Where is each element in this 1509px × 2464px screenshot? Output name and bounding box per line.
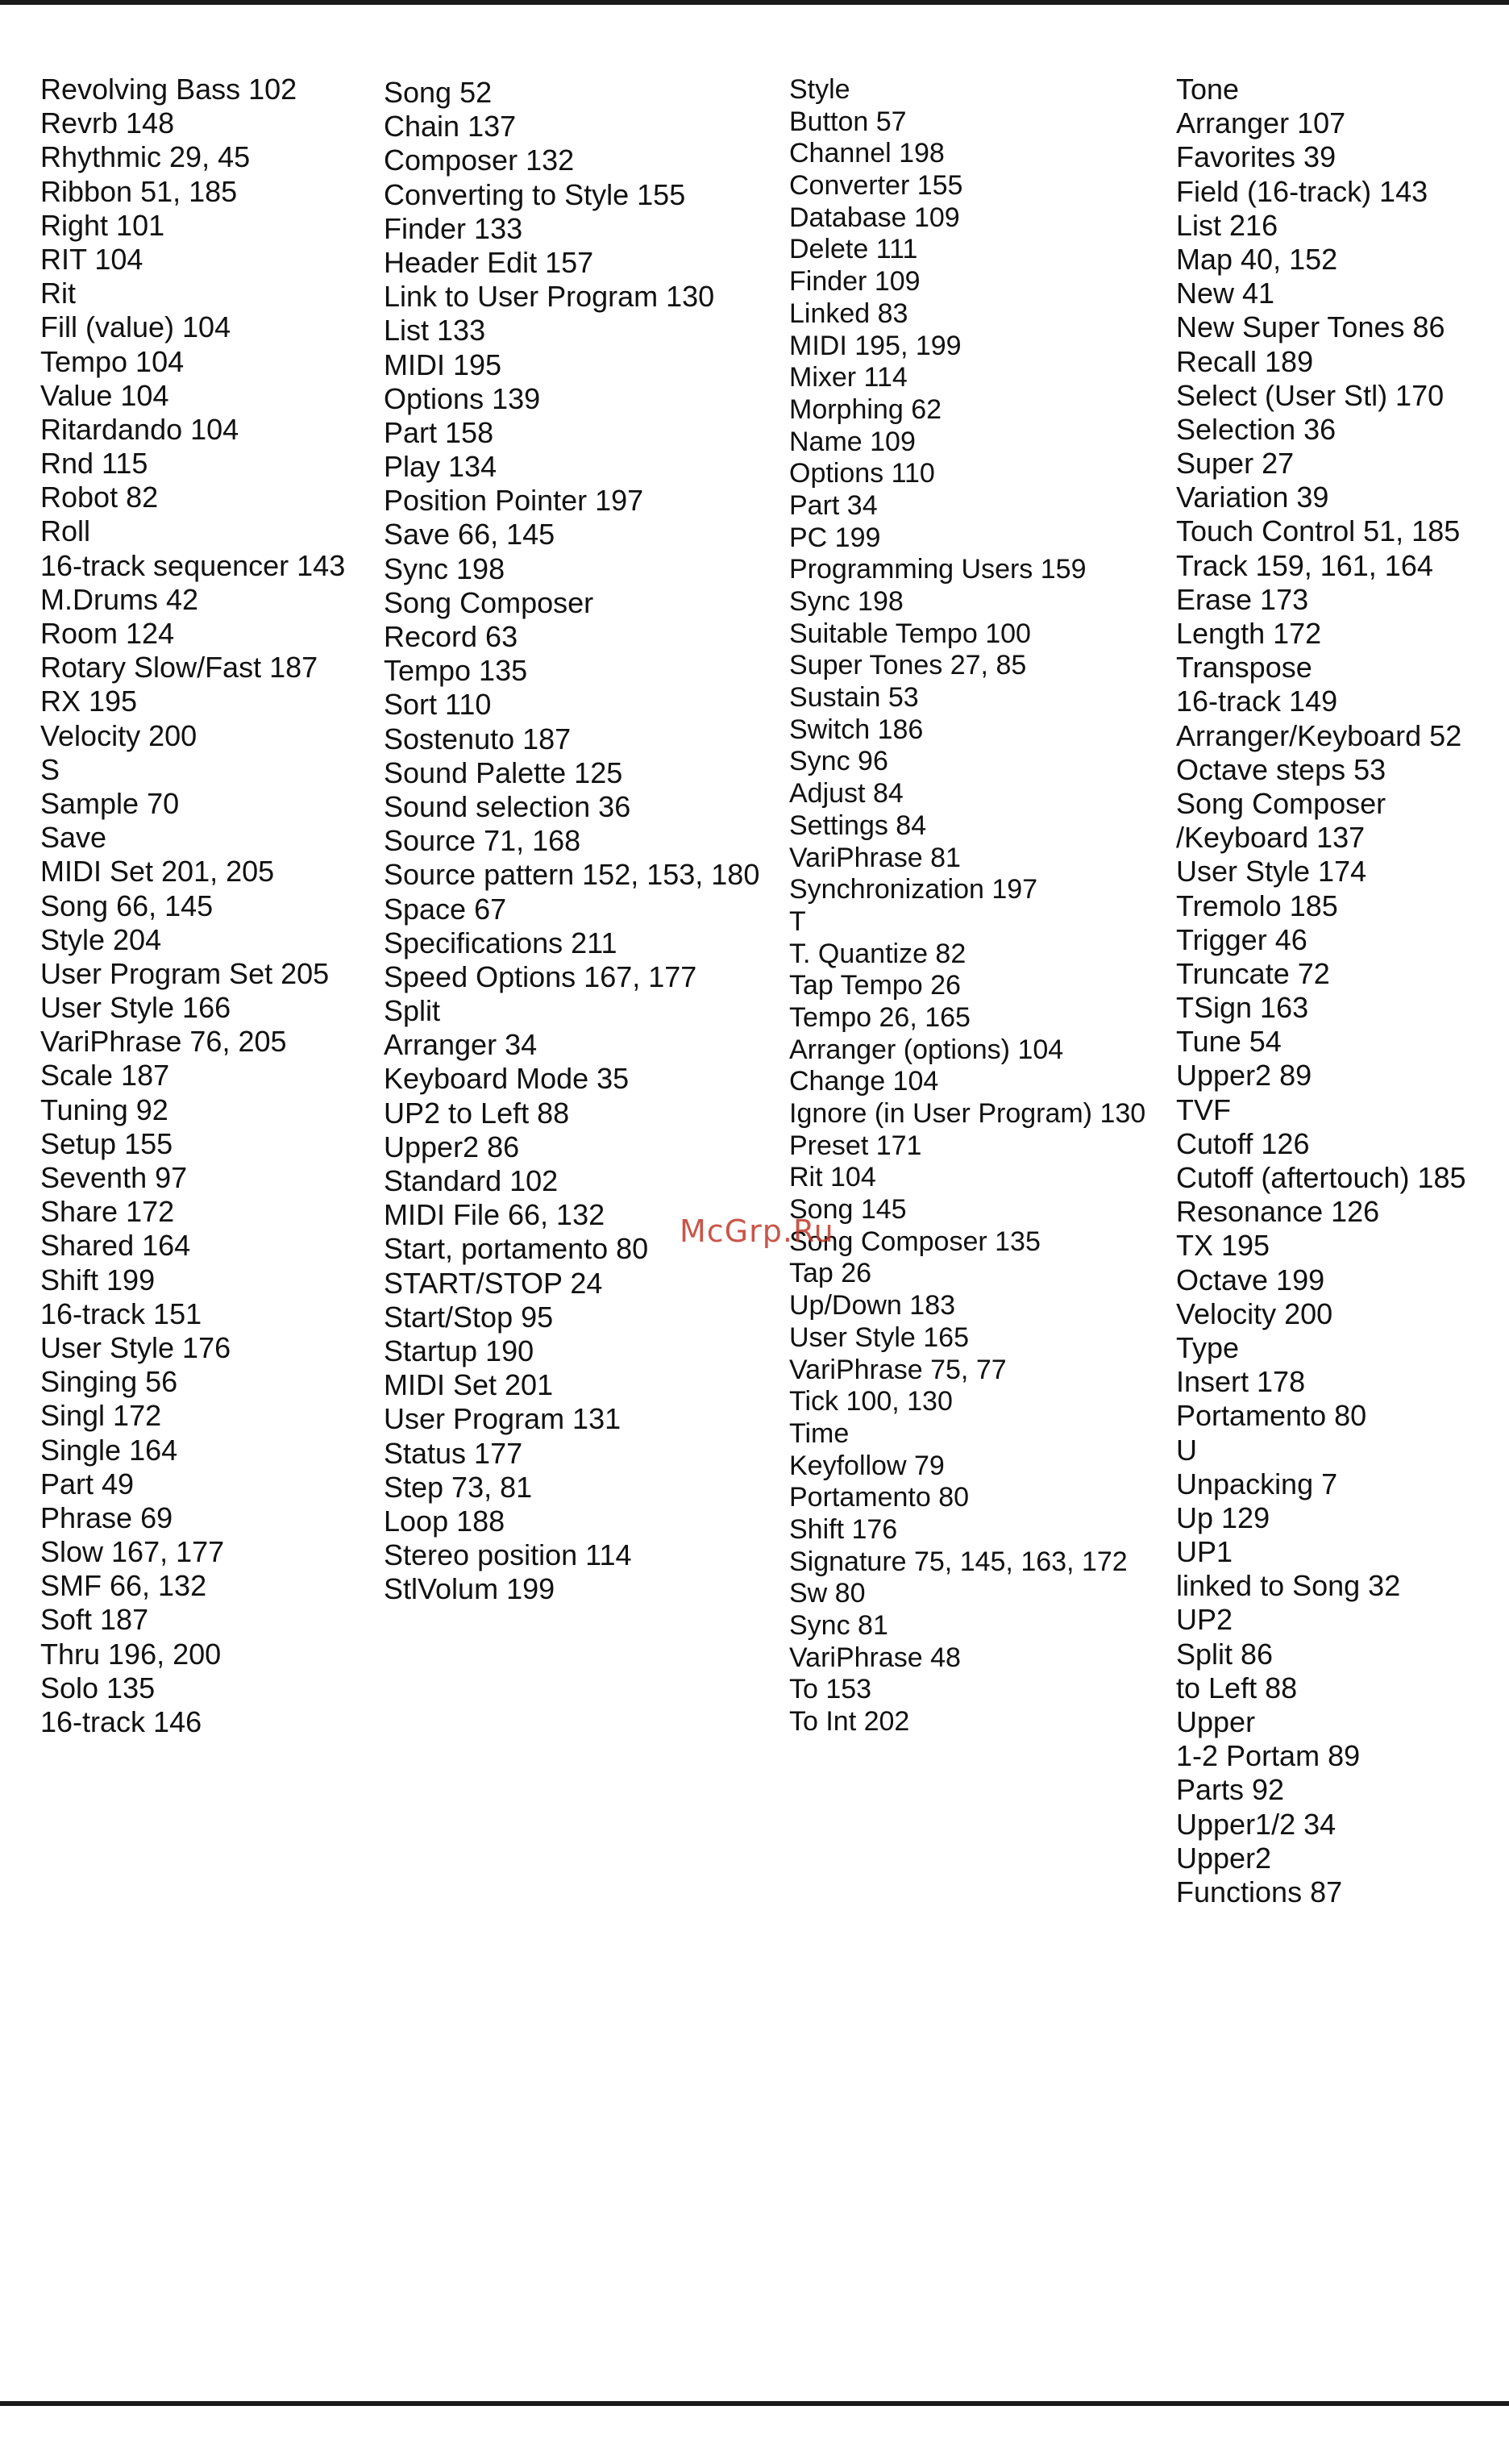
watermark-text: McGrp.Ru <box>680 1213 834 1249</box>
index-entry: VariPhrase 81 <box>789 842 961 873</box>
index-entry: Status 177 <box>384 1436 523 1470</box>
index-entry: Arranger (options) 104 <box>789 1034 1064 1065</box>
index-entry: Song Composer 135 <box>789 1226 1041 1257</box>
index-entry: S <box>40 752 60 786</box>
index-entry: Soft 187 <box>40 1603 149 1637</box>
index-entry: Resonance 126 <box>1176 1195 1380 1229</box>
index-entry: Sustain 53 <box>789 682 919 714</box>
index-entry: Split <box>384 994 441 1028</box>
index-entry: Tempo 135 <box>384 654 528 688</box>
index-entry: Variation 39 <box>1176 481 1329 514</box>
index-entry: User Style 165 <box>789 1321 969 1353</box>
index-entry: Sync 81 <box>789 1610 888 1641</box>
index-entry: MIDI File 66, 132 <box>384 1198 605 1232</box>
index-entry: Tick 100, 130 <box>789 1386 953 1417</box>
index-entry: 16-track 149 <box>1176 685 1338 718</box>
index-entry: Shared 164 <box>40 1229 191 1263</box>
index-entry: Suitable Tempo 100 <box>789 618 1031 649</box>
index-entry: Super 27 <box>1176 447 1295 481</box>
index-column-2 <box>384 76 759 1606</box>
index-entry: UP2 <box>1176 1603 1233 1637</box>
index-entry: RX 195 <box>40 685 138 718</box>
index-entry: Selection 36 <box>1176 412 1336 446</box>
index-entry: Singl 172 <box>40 1399 162 1433</box>
index-entry: Style <box>789 74 850 105</box>
index-entry: List 216 <box>1176 208 1278 242</box>
index-entry: Tempo 26, 165 <box>789 1001 971 1033</box>
index-entry: TX 195 <box>1176 1229 1270 1263</box>
index-entry: Song 145 <box>789 1194 907 1226</box>
index-entry: New 41 <box>1176 277 1275 310</box>
index-entry: Erase 173 <box>1176 582 1309 616</box>
index-entry: Arranger 107 <box>1176 106 1346 140</box>
index-entry: Song Composer <box>384 585 594 619</box>
index-entry: User Style 176 <box>40 1330 231 1364</box>
index-entry: User Style 166 <box>40 991 231 1025</box>
index-entry: Fill (value) 104 <box>40 310 231 344</box>
index-entry: Right 101 <box>40 208 165 242</box>
index-entry: Functions 87 <box>1176 1875 1343 1908</box>
index-entry: Tap Tempo 26 <box>789 970 961 1001</box>
index-entry: Octave 199 <box>1176 1263 1325 1297</box>
index-entry: Song 52 <box>384 76 493 109</box>
index-entry: Position Pointer 197 <box>384 484 644 518</box>
index-entry: Sw 80 <box>789 1578 866 1609</box>
index-entry: RIT 104 <box>40 242 143 276</box>
index-entry: Specifications 211 <box>384 926 617 959</box>
index-entry: Robot 82 <box>40 481 159 514</box>
index-entry: Stereo position 114 <box>384 1538 632 1572</box>
index-entry: Source 71, 168 <box>384 824 581 858</box>
index-entry: Channel 198 <box>789 138 945 169</box>
index-entry: Single 164 <box>40 1433 178 1467</box>
index-entry: Upper2 89 <box>1176 1059 1312 1093</box>
index-entry: Style 204 <box>40 922 162 956</box>
index-entry: To 153 <box>789 1674 872 1705</box>
index-entry: Upper2 86 <box>384 1130 520 1163</box>
index-entry: User Style 174 <box>1176 855 1367 889</box>
index-entry: Rnd 115 <box>40 447 148 481</box>
index-entry: MIDI 195 <box>384 348 502 381</box>
index-entry: Change 104 <box>789 1066 939 1097</box>
index-entry: UP1 <box>1176 1535 1233 1569</box>
index-entry: Shift 199 <box>40 1263 156 1297</box>
index-entry: Preset 171 <box>789 1130 922 1161</box>
index-entry: Signature 75, 145, 163, 172 <box>789 1546 1128 1577</box>
index-entry: Select (User Stl) 170 <box>1176 378 1445 412</box>
index-entry: Up/Down 183 <box>789 1290 956 1321</box>
index-entry: Ribbon 51, 185 <box>40 174 238 208</box>
index-entry: StlVolum 199 <box>384 1572 555 1606</box>
index-entry: Options 139 <box>384 381 541 415</box>
index-entry: Insert 178 <box>1176 1365 1306 1399</box>
index-entry: Trigger 46 <box>1176 922 1307 956</box>
index-entry: Revolving Bass 102 <box>40 73 297 106</box>
index-entry: Velocity 200 <box>1176 1297 1333 1330</box>
index-entry: PC 199 <box>789 522 881 553</box>
index-entry: Tune 54 <box>1176 1025 1282 1059</box>
index-entry: Revrb 148 <box>40 106 175 140</box>
index-entry: Song 66, 145 <box>40 889 214 922</box>
index-entry: VariPhrase 76, 205 <box>40 1025 287 1059</box>
index-entry: T. Quantize 82 <box>789 938 967 969</box>
index-entry: 16-track 151 <box>40 1297 202 1330</box>
top-rule <box>0 0 1509 5</box>
index-entry: MIDI Set 201, 205 <box>40 855 275 889</box>
index-entry: Recall 189 <box>1176 344 1314 378</box>
index-entry: Database 109 <box>789 202 960 233</box>
index-entry: Roll <box>40 514 91 548</box>
index-entry: Sync 96 <box>789 746 888 777</box>
index-entry: Portamento 80 <box>789 1482 970 1513</box>
index-entry: Field (16-track) 143 <box>1176 174 1428 208</box>
index-entry: Length 172 <box>1176 617 1322 650</box>
index-entry: Chain 137 <box>384 110 517 144</box>
index-entry: Setup 155 <box>40 1126 173 1160</box>
index-entry: VariPhrase 75, 77 <box>789 1354 1007 1385</box>
index-entry: Step 73, 81 <box>384 1470 533 1504</box>
index-entry: /Keyboard 137 <box>1176 821 1366 855</box>
index-entry: Sample 70 <box>40 786 180 820</box>
index-entry: Save <box>40 821 107 855</box>
index-column-4 <box>1176 73 1466 1909</box>
index-entry: Converter 155 <box>789 170 963 202</box>
index-entry: Unpacking 7 <box>1176 1467 1338 1500</box>
index-entry: Standard 102 <box>384 1164 559 1197</box>
index-entry: Options 110 <box>789 458 935 489</box>
index-entry: Singing 56 <box>40 1365 178 1399</box>
index-entry: Rhythmic 29, 45 <box>40 140 251 174</box>
index-entry: Programming Users 159 <box>789 554 1087 585</box>
index-entry: Sort 110 <box>384 688 492 722</box>
index-entry: Composer 132 <box>384 144 575 177</box>
index-entry: Split 86 <box>1176 1637 1274 1671</box>
index-entry: Delete 111 <box>789 234 918 265</box>
index-entry: Name 109 <box>789 426 916 457</box>
index-entry: Start/Stop 95 <box>384 1300 554 1334</box>
index-entry: Tone <box>1176 73 1240 106</box>
index-entry: VariPhrase 48 <box>789 1642 961 1673</box>
index-entry: Part 158 <box>384 415 494 449</box>
index-entry: Morphing 62 <box>789 393 942 425</box>
index-entry: Rit 104 <box>789 1162 876 1193</box>
index-column-3 <box>789 74 1145 1738</box>
index-entry: Mixer 114 <box>789 362 908 393</box>
index-entry: Tap 26 <box>789 1258 872 1289</box>
index-entry: Cutoff 126 <box>1176 1126 1310 1160</box>
index-entry: 1-2 Portam 89 <box>1176 1739 1361 1773</box>
index-entry: Finder 133 <box>384 211 523 245</box>
index-entry: Loop 188 <box>384 1504 505 1538</box>
index-entry: Parts 92 <box>1176 1773 1285 1807</box>
index-entry: to Left 88 <box>1176 1671 1298 1704</box>
index-entry: List 133 <box>384 314 486 348</box>
index-entry: Tuning 92 <box>40 1093 168 1126</box>
index-entry: TVF <box>1176 1093 1231 1126</box>
index-entry: Favorites 39 <box>1176 140 1336 174</box>
index-entry: Upper1/2 34 <box>1176 1807 1336 1841</box>
index-entry: Cutoff (aftertouch) 185 <box>1176 1161 1466 1194</box>
index-entry: Touch Control 51, 185 <box>1176 514 1461 548</box>
index-entry: Solo 135 <box>40 1671 156 1704</box>
index-entry: Source pattern 152, 153, 180 <box>384 858 760 892</box>
index-entry: Phrase 69 <box>40 1500 173 1534</box>
index-entry: Arranger 34 <box>384 1028 538 1062</box>
index-entry: Link to User Program 130 <box>384 280 715 314</box>
index-entry: T <box>789 905 806 937</box>
index-entry: 16-track sequencer 143 <box>40 548 346 582</box>
index-entry: Track 159, 161, 164 <box>1176 548 1433 582</box>
index-entry: Rotary Slow/Fast 187 <box>40 651 318 685</box>
index-entry: TSign 163 <box>1176 991 1309 1025</box>
index-entry: Settings 84 <box>789 810 927 841</box>
index-entry: Arranger/Keyboard 52 <box>1176 718 1462 752</box>
index-entry: Up 129 <box>1176 1500 1270 1534</box>
index-entry: Part 49 <box>40 1467 135 1500</box>
index-entry: Sostenuto 187 <box>384 722 572 755</box>
index-entry: Ritardando 104 <box>40 412 239 446</box>
index-entry: Room 124 <box>40 617 175 650</box>
index-entry: Keyfollow 79 <box>789 1450 945 1481</box>
index-entry: Octave steps 53 <box>1176 752 1386 786</box>
index-entry: Part 34 <box>789 489 878 521</box>
index-entry: Shift 176 <box>789 1513 898 1545</box>
index-entry: Play 134 <box>384 450 497 484</box>
index-entry: Save 66, 145 <box>384 518 555 551</box>
index-entry: Song Composer <box>1176 786 1386 820</box>
index-entry: START/STOP 24 <box>384 1266 603 1300</box>
index-entry: Header Edit 157 <box>384 245 594 279</box>
index-entry: Start, portamento 80 <box>384 1232 649 1266</box>
index-entry: Portamento 80 <box>1176 1399 1367 1433</box>
index-entry: 16-track 146 <box>40 1705 202 1738</box>
index-entry: New Super Tones 86 <box>1176 310 1445 344</box>
index-entry: Sync 198 <box>789 586 904 617</box>
index-entry: Rit <box>40 277 76 310</box>
index-entry: Startup 190 <box>384 1334 534 1367</box>
index-entry: U <box>1176 1433 1197 1467</box>
index-entry: SMF 66, 132 <box>40 1569 207 1603</box>
index-entry: Sound selection 36 <box>384 789 631 823</box>
index-entry: Slow 167, 177 <box>40 1535 225 1569</box>
index-entry: Map 40, 152 <box>1176 242 1338 276</box>
index-entry: Velocity 200 <box>40 718 197 752</box>
index-entry: Sync 198 <box>384 551 505 585</box>
index-entry: Upper2 <box>1176 1841 1272 1875</box>
index-entry: Tempo 104 <box>40 344 185 378</box>
index-entry: Linked 83 <box>789 298 908 329</box>
index-entry: MIDI Set 201 <box>384 1368 554 1402</box>
bottom-rule <box>0 2401 1509 2406</box>
index-entry: Synchronization 197 <box>789 874 1038 905</box>
index-entry: M.Drums 42 <box>40 582 199 616</box>
index-entry: Keyboard Mode 35 <box>384 1062 630 1096</box>
index-entry: MIDI 195, 199 <box>789 330 962 361</box>
index-entry: linked to Song 32 <box>1176 1569 1401 1603</box>
index-entry: Tremolo 185 <box>1176 889 1338 922</box>
index-entry: Adjust 84 <box>789 778 904 810</box>
index-entry: Button 57 <box>789 106 907 137</box>
index-column-1 <box>40 73 345 1739</box>
index-entry: Scale 187 <box>40 1059 170 1093</box>
index-entry: Converting to Style 155 <box>384 177 686 211</box>
index-entry: Finder 109 <box>789 266 921 298</box>
index-entry: Upper <box>1176 1705 1256 1738</box>
index-entry: UP2 to Left 88 <box>384 1096 570 1130</box>
index-entry: User Program Set 205 <box>40 956 330 990</box>
index-entry: Sound Palette 125 <box>384 755 623 789</box>
index-entry: User Program 131 <box>384 1402 621 1436</box>
index-entry: Switch 186 <box>789 714 924 745</box>
index-entry: Space 67 <box>384 892 507 926</box>
index-entry: Record 63 <box>384 620 518 653</box>
index-entry: Truncate 72 <box>1176 956 1330 990</box>
index-entry: Seventh 97 <box>40 1161 188 1194</box>
index-entry: Share 172 <box>40 1195 175 1229</box>
index-entry: Value 104 <box>40 378 169 412</box>
index-entry: Thru 196, 200 <box>40 1637 222 1671</box>
index-entry: Super Tones 27, 85 <box>789 650 1027 681</box>
index-entry: Type <box>1176 1330 1240 1364</box>
index-entry: Transpose <box>1176 651 1312 685</box>
index-entry: Ignore (in User Program) 130 <box>789 1098 1146 1129</box>
index-entry: To Int 202 <box>789 1706 910 1738</box>
index-entry: Time <box>789 1417 850 1449</box>
index-entry: Speed Options 167, 177 <box>384 959 697 993</box>
